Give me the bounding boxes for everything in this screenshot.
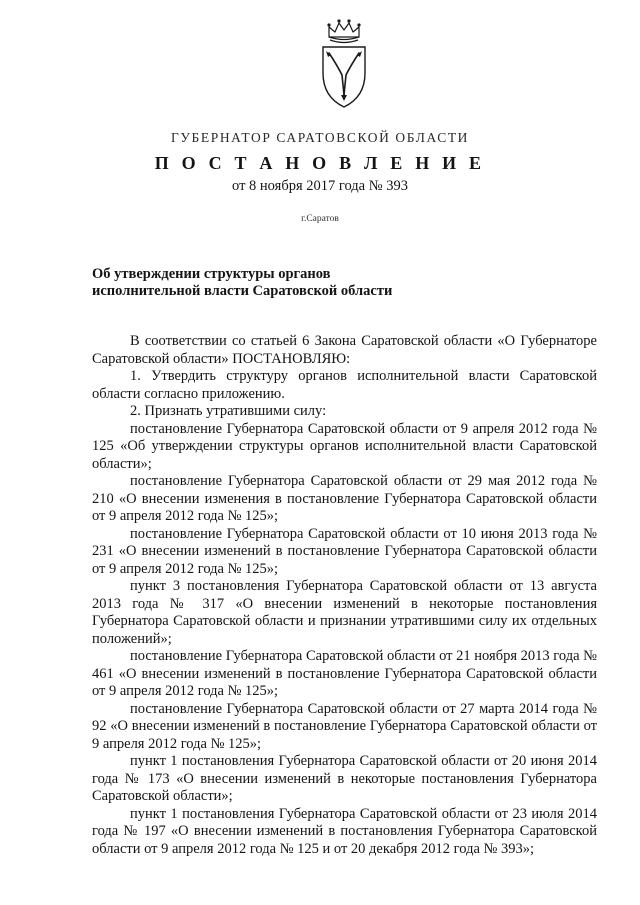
body-paragraph: постановление Губернатора Саратовской области от 29 мая 2012 года № 210 «О внесении изменения в постановление Губернатора Саратовской области от 9 апреля 2012 года № 125»; — [92, 473, 597, 524]
heading-line-1: Об утверждении структуры органов — [92, 266, 331, 282]
document-body — [92, 333, 597, 858]
document-city: г.Саратов — [301, 214, 339, 224]
body-paragraph: постановление Губернатора Саратовской области от 27 марта 2014 года № 92 «О внесении изменений в постановление Губернатора Саратовской области от 9 апреля 2012 года № 125»; — [92, 700, 597, 752]
body-paragraph: постановление Губернатора Саратовской области от 10 июня 2013 года № 231 «О внесении изменений в постановление Губернатора Саратовской области от 9 апреля 2012 года № 125»; — [92, 525, 597, 577]
body-paragraph: постановление Губернатора Саратовской области от 9 апреля 2012 года № 125 «Об утверждении структуры органов исполнительной власти Саратовской области»; — [92, 420, 597, 472]
body-paragraph: В соответствии со статьей 6 Закона Саратовской области «О Губернаторе Саратовской области» ПОСТАНОВЛЯЮ: — [92, 333, 597, 367]
body-paragraph: 2. Признать утратившими силу: — [130, 403, 327, 419]
body-paragraph: 1. Утвердить структуру органов исполнительной власти Саратовской области согласно приложению. — [92, 368, 597, 402]
document-title: П О С Т А Н О В Л Е Н И Е — [154, 153, 486, 173]
coat-of-arms-icon — [317, 15, 371, 111]
body-paragraph: пункт 1 постановления Губернатора Саратовской области от 20 июня 2014 года № 173 «О внесении изменений в некоторые постановления Губернатора Саратовской области»; — [92, 753, 597, 804]
heading-line-2: исполнительной власти Саратовской области — [92, 283, 393, 299]
body-paragraph: постановление Губернатора Саратовской области от 21 ноября 2013 года № 461 «О внесении изменений в постановление Губернатора Саратовской области от 9 апреля 2012 года № 125»; — [92, 648, 597, 699]
document-date-number: от 8 ноября 2017 года № 393 — [232, 178, 408, 194]
issuing-authority: ГУБЕРНАТОР САРАТОВСКОЙ ОБЛАСТИ — [170, 130, 470, 145]
body-paragraph: пункт 3 постановления Губернатора Саратовской области от 13 августа 2013 года № 317 «О внесении изменений в некоторые постановления Губернатора Саратовской области и признании утратившими силу их отдельных положений»; — [92, 578, 597, 647]
document-heading — [92, 266, 512, 300]
body-paragraph: пункт 1 постановления Губернатора Саратовской области от 23 июля 2014 года № 197 «О внесении изменений в постановления Губернатора Саратовской области от 9 апреля 2012 года № 125 и от 20 декабря 2012 года № 393»; — [92, 805, 597, 857]
